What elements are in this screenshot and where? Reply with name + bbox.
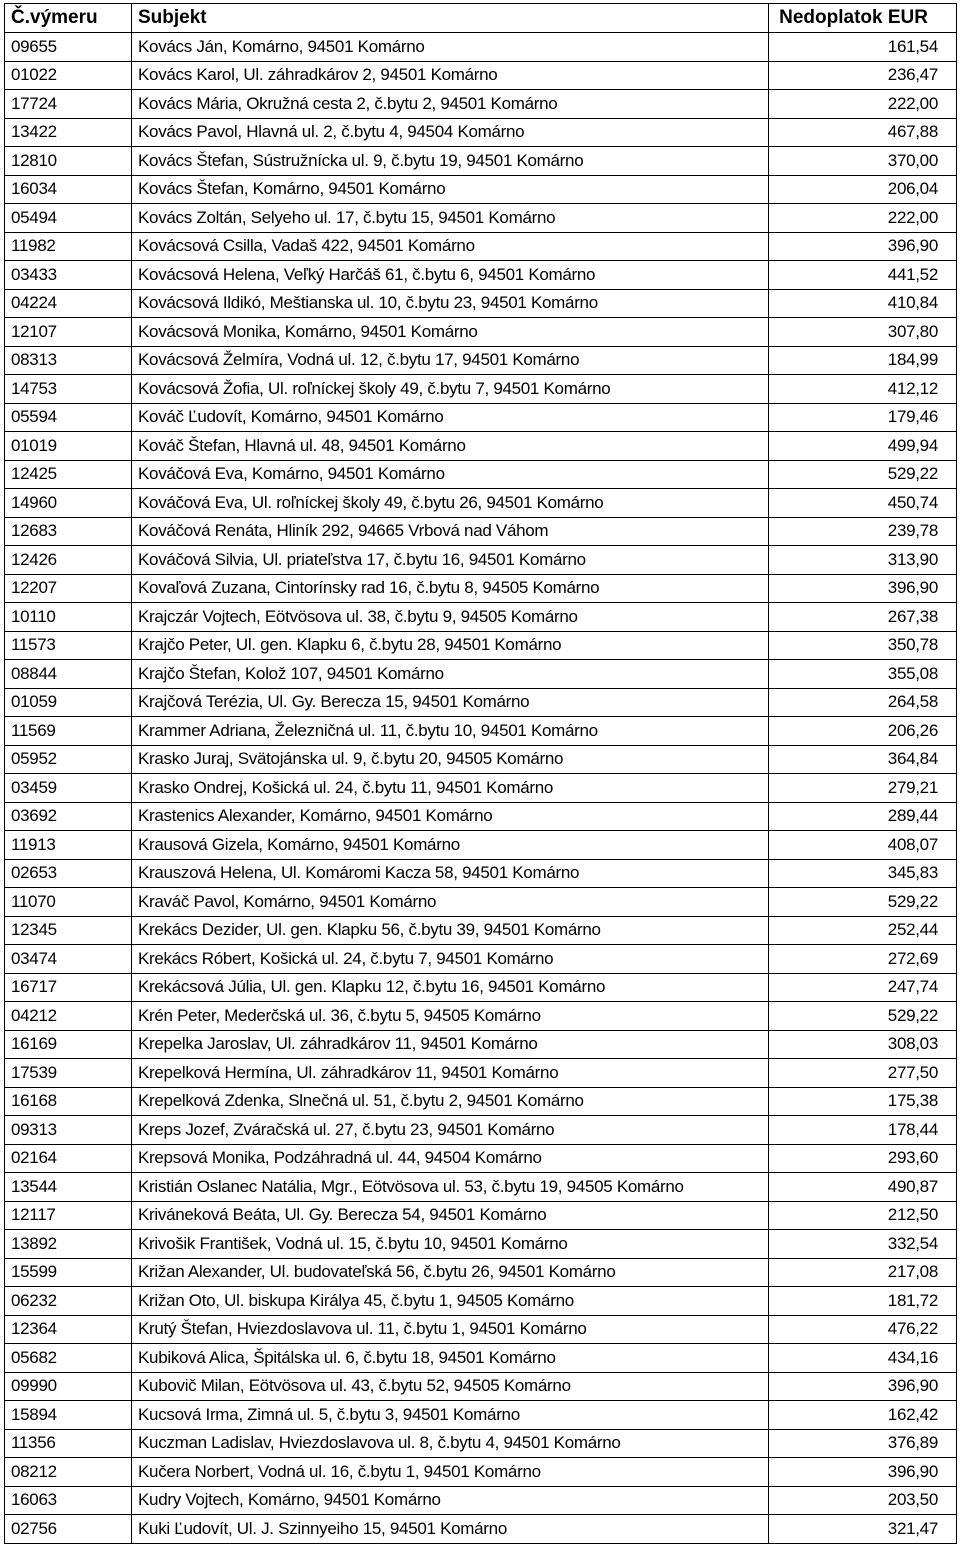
arrears-amount-cell: 289,44 xyxy=(769,802,957,831)
table-row xyxy=(5,1515,957,1544)
subject-cell: Kristián Oslanec Natália, Mgr., Eötvösova ul. 53, č.bytu 19, 94505 Komárno xyxy=(132,1173,769,1202)
subject-cell: Krekács Róbert, Košická ul. 24, č.bytu 7, 94501 Komárno xyxy=(132,945,769,974)
subject-cell: Krauszová Helena, Ul. Komáromi Kacza 58, 94501 Komárno xyxy=(132,859,769,888)
table-row xyxy=(5,1372,957,1401)
arrears-amount-cell: 236,47 xyxy=(769,61,957,90)
subject-cell: Krajczár Vojtech, Eötvösova ul. 38, č.bytu 9, 94505 Komárno xyxy=(132,603,769,632)
table-row xyxy=(5,147,957,176)
table-row xyxy=(5,1087,957,1116)
table-row xyxy=(5,460,957,489)
table-row xyxy=(5,1230,957,1259)
arrears-amount-cell: 321,47 xyxy=(769,1515,957,1544)
arrears-amount-cell: 412,12 xyxy=(769,375,957,404)
assessment-number-cell: 12207 xyxy=(5,574,132,603)
subject-cell: Kováč Ľudovít, Komárno, 94501 Komárno xyxy=(132,403,769,432)
subject-cell: Kriváneková Beáta, Ul. Gy. Berecza 54, 94501 Komárno xyxy=(132,1201,769,1230)
subject-cell: Križan Alexander, Ul. budovateľská 56, č.bytu 26, 94501 Komárno xyxy=(132,1258,769,1287)
arrears-amount-cell: 355,08 xyxy=(769,660,957,689)
arrears-amount-cell: 313,90 xyxy=(769,546,957,575)
arrears-table xyxy=(4,3,957,1544)
arrears-amount-cell: 376,89 xyxy=(769,1429,957,1458)
header-subject: Subjekt xyxy=(132,4,769,33)
table-row xyxy=(5,1458,957,1487)
table-row xyxy=(5,831,957,860)
arrears-amount-cell: 267,38 xyxy=(769,603,957,632)
table-row xyxy=(5,717,957,746)
subject-cell: Kovács Ján, Komárno, 94501 Komárno xyxy=(132,33,769,62)
arrears-amount-cell: 178,44 xyxy=(769,1116,957,1145)
arrears-amount-cell: 332,54 xyxy=(769,1230,957,1259)
table-row xyxy=(5,945,957,974)
assessment-number-cell: 05682 xyxy=(5,1344,132,1373)
assessment-number-cell: 11356 xyxy=(5,1429,132,1458)
subject-cell: Kovács Pavol, Hlavná ul. 2, č.bytu 4, 94504 Komárno xyxy=(132,118,769,147)
arrears-amount-cell: 206,04 xyxy=(769,175,957,204)
subject-cell: Kovaľová Zuzana, Cintorínsky rad 16, č.bytu 8, 94505 Komárno xyxy=(132,574,769,603)
arrears-amount-cell: 175,38 xyxy=(769,1087,957,1116)
assessment-number-cell: 05952 xyxy=(5,745,132,774)
assessment-number-cell: 11982 xyxy=(5,232,132,261)
subject-cell: Kučera Norbert, Vodná ul. 16, č.bytu 1, 94501 Komárno xyxy=(132,1458,769,1487)
assessment-number-cell: 16168 xyxy=(5,1087,132,1116)
subject-cell: Kubovič Milan, Eötvösova ul. 43, č.bytu 52, 94505 Komárno xyxy=(132,1372,769,1401)
assessment-number-cell: 12107 xyxy=(5,318,132,347)
assessment-number-cell: 04224 xyxy=(5,289,132,318)
subject-cell: Kováčová Silvia, Ul. priateľstva 17, č.bytu 16, 94501 Komárno xyxy=(132,546,769,575)
table-row xyxy=(5,375,957,404)
table-row xyxy=(5,1116,957,1145)
table-row xyxy=(5,489,957,518)
table-row xyxy=(5,660,957,689)
assessment-number-cell: 16063 xyxy=(5,1486,132,1515)
subject-cell: Krasko Ondrej, Košická ul. 24, č.bytu 11, 94501 Komárno xyxy=(132,774,769,803)
arrears-sheet xyxy=(4,3,956,1544)
arrears-amount-cell: 364,84 xyxy=(769,745,957,774)
subject-cell: Krepelková Hermína, Ul. záhradkárov 11, 94501 Komárno xyxy=(132,1059,769,1088)
arrears-amount-cell: 206,26 xyxy=(769,717,957,746)
table-row xyxy=(5,1201,957,1230)
assessment-number-cell: 16717 xyxy=(5,973,132,1002)
assessment-number-cell: 02756 xyxy=(5,1515,132,1544)
subject-cell: Kubiková Alica, Špitálska ul. 6, č.bytu 18, 94501 Komárno xyxy=(132,1344,769,1373)
assessment-number-cell: 13544 xyxy=(5,1173,132,1202)
assessment-number-cell: 03474 xyxy=(5,945,132,974)
assessment-number-cell: 12425 xyxy=(5,460,132,489)
table-row xyxy=(5,774,957,803)
table-row xyxy=(5,888,957,917)
assessment-number-cell: 02164 xyxy=(5,1144,132,1173)
header-arrears-eur: Nedoplatok EUR xyxy=(769,4,957,33)
assessment-number-cell: 01059 xyxy=(5,688,132,717)
arrears-amount-cell: 529,22 xyxy=(769,888,957,917)
assessment-number-cell: 11913 xyxy=(5,831,132,860)
table-row xyxy=(5,1315,957,1344)
assessment-number-cell: 15894 xyxy=(5,1401,132,1430)
assessment-number-cell: 14753 xyxy=(5,375,132,404)
subject-cell: Krammer Adriana, Železničná ul. 11, č.bytu 10, 94501 Komárno xyxy=(132,717,769,746)
table-row xyxy=(5,1344,957,1373)
subject-cell: Krepelková Zdenka, Slnečná ul. 51, č.bytu 2, 94501 Komárno xyxy=(132,1087,769,1116)
assessment-number-cell: 11070 xyxy=(5,888,132,917)
table-row xyxy=(5,859,957,888)
subject-cell: Krajčo Peter, Ul. gen. Klapku 6, č.bytu 28, 94501 Komárno xyxy=(132,631,769,660)
assessment-number-cell: 08313 xyxy=(5,346,132,375)
table-row xyxy=(5,546,957,575)
arrears-amount-cell: 396,90 xyxy=(769,1372,957,1401)
subject-cell: Krajčová Terézia, Ul. Gy. Berecza 15, 94501 Komárno xyxy=(132,688,769,717)
subject-cell: Kreps Jozef, Zváračská ul. 27, č.bytu 23, 94501 Komárno xyxy=(132,1116,769,1145)
assessment-number-cell: 05594 xyxy=(5,403,132,432)
arrears-amount-cell: 239,78 xyxy=(769,517,957,546)
table-row xyxy=(5,61,957,90)
assessment-number-cell: 04212 xyxy=(5,1002,132,1031)
table-row xyxy=(5,261,957,290)
assessment-number-cell: 16169 xyxy=(5,1030,132,1059)
table-row xyxy=(5,318,957,347)
arrears-amount-cell: 396,90 xyxy=(769,574,957,603)
table-row xyxy=(5,1258,957,1287)
table-row xyxy=(5,1287,957,1316)
table-row xyxy=(5,631,957,660)
subject-cell: Kraváč Pavol, Komárno, 94501 Komárno xyxy=(132,888,769,917)
subject-cell: Krén Peter, Mederčská ul. 36, č.bytu 5, 94505 Komárno xyxy=(132,1002,769,1031)
arrears-amount-cell: 179,46 xyxy=(769,403,957,432)
subject-cell: Kovács Zoltán, Selyeho ul. 17, č.bytu 15, 94501 Komárno xyxy=(132,204,769,233)
arrears-amount-cell: 307,80 xyxy=(769,318,957,347)
subject-cell: Krepelka Jaroslav, Ul. záhradkárov 11, 94501 Komárno xyxy=(132,1030,769,1059)
table-row xyxy=(5,1144,957,1173)
assessment-number-cell: 08212 xyxy=(5,1458,132,1487)
table-row xyxy=(5,802,957,831)
arrears-amount-cell: 350,78 xyxy=(769,631,957,660)
table-row xyxy=(5,916,957,945)
table-row xyxy=(5,346,957,375)
arrears-amount-cell: 308,03 xyxy=(769,1030,957,1059)
subject-cell: Kováčová Eva, Ul. roľníckej školy 49, č.bytu 26, 94501 Komárno xyxy=(132,489,769,518)
table-row xyxy=(5,574,957,603)
assessment-number-cell: 17539 xyxy=(5,1059,132,1088)
table-row xyxy=(5,688,957,717)
assessment-number-cell: 10110 xyxy=(5,603,132,632)
subject-cell: Kovácsová Žofia, Ul. roľníckej školy 49, č.bytu 7, 94501 Komárno xyxy=(132,375,769,404)
subject-cell: Kovácsová Monika, Komárno, 94501 Komárno xyxy=(132,318,769,347)
assessment-number-cell: 15599 xyxy=(5,1258,132,1287)
arrears-amount-cell: 476,22 xyxy=(769,1315,957,1344)
arrears-amount-cell: 161,54 xyxy=(769,33,957,62)
subject-cell: Kovácsová Želmíra, Vodná ul. 12, č.bytu 17, 94501 Komárno xyxy=(132,346,769,375)
table-row xyxy=(5,403,957,432)
table-row xyxy=(5,289,957,318)
arrears-amount-cell: 252,44 xyxy=(769,916,957,945)
assessment-number-cell: 14960 xyxy=(5,489,132,518)
assessment-number-cell: 03459 xyxy=(5,774,132,803)
arrears-amount-cell: 212,50 xyxy=(769,1201,957,1230)
table-row xyxy=(5,517,957,546)
table-row xyxy=(5,1030,957,1059)
table-row xyxy=(5,33,957,62)
assessment-number-cell: 09655 xyxy=(5,33,132,62)
arrears-amount-cell: 396,90 xyxy=(769,232,957,261)
subject-cell: Kucsová Irma, Zimná ul. 5, č.bytu 3, 94501 Komárno xyxy=(132,1401,769,1430)
table-row xyxy=(5,232,957,261)
arrears-amount-cell: 490,87 xyxy=(769,1173,957,1202)
arrears-amount-cell: 408,07 xyxy=(769,831,957,860)
arrears-amount-cell: 529,22 xyxy=(769,1002,957,1031)
subject-cell: Kovács Mária, Okružná cesta 2, č.bytu 2, 94501 Komárno xyxy=(132,90,769,119)
table-row xyxy=(5,118,957,147)
assessment-number-cell: 03692 xyxy=(5,802,132,831)
table-row xyxy=(5,1002,957,1031)
arrears-amount-cell: 396,90 xyxy=(769,1458,957,1487)
arrears-amount-cell: 181,72 xyxy=(769,1287,957,1316)
table-row xyxy=(5,603,957,632)
assessment-number-cell: 05494 xyxy=(5,204,132,233)
subject-cell: Krekácsová Júlia, Ul. gen. Klapku 12, č.bytu 16, 94501 Komárno xyxy=(132,973,769,1002)
table-header xyxy=(5,4,957,33)
arrears-amount-cell: 499,94 xyxy=(769,432,957,461)
arrears-amount-cell: 345,83 xyxy=(769,859,957,888)
subject-cell: Kovácsová Csilla, Vadaš 422, 94501 Komárno xyxy=(132,232,769,261)
table-row xyxy=(5,175,957,204)
subject-cell: Krivošik František, Vodná ul. 15, č.bytu 10, 94501 Komárno xyxy=(132,1230,769,1259)
subject-cell: Krepsová Monika, Podzáhradná ul. 44, 94504 Komárno xyxy=(132,1144,769,1173)
assessment-number-cell: 09313 xyxy=(5,1116,132,1145)
subject-cell: Kovács Štefan, Sústružnícka ul. 9, č.bytu 19, 94501 Komárno xyxy=(132,147,769,176)
arrears-amount-cell: 272,69 xyxy=(769,945,957,974)
arrears-amount-cell: 467,88 xyxy=(769,118,957,147)
arrears-amount-cell: 162,42 xyxy=(769,1401,957,1430)
arrears-amount-cell: 450,74 xyxy=(769,489,957,518)
table-row xyxy=(5,745,957,774)
assessment-number-cell: 01019 xyxy=(5,432,132,461)
table-row xyxy=(5,432,957,461)
table-body xyxy=(5,33,957,1544)
subject-cell: Kováčová Renáta, Hliník 292, 94665 Vrbová nad Váhom xyxy=(132,517,769,546)
subject-cell: Kovács Karol, Ul. záhradkárov 2, 94501 Komárno xyxy=(132,61,769,90)
subject-cell: Krasko Juraj, Svätojánska ul. 9, č.bytu 20, 94505 Komárno xyxy=(132,745,769,774)
assessment-number-cell: 01022 xyxy=(5,61,132,90)
assessment-number-cell: 11569 xyxy=(5,717,132,746)
subject-cell: Krajčo Štefan, Kolož 107, 94501 Komárno xyxy=(132,660,769,689)
subject-cell: Kovácsová Ildikó, Meštianska ul. 10, č.bytu 23, 94501 Komárno xyxy=(132,289,769,318)
assessment-number-cell: 13892 xyxy=(5,1230,132,1259)
table-row xyxy=(5,1173,957,1202)
assessment-number-cell: 13422 xyxy=(5,118,132,147)
subject-cell: Krutý Štefan, Hviezdoslavova ul. 11, č.bytu 1, 94501 Komárno xyxy=(132,1315,769,1344)
assessment-number-cell: 16034 xyxy=(5,175,132,204)
arrears-amount-cell: 217,08 xyxy=(769,1258,957,1287)
arrears-amount-cell: 529,22 xyxy=(769,460,957,489)
arrears-amount-cell: 293,60 xyxy=(769,1144,957,1173)
assessment-number-cell: 03433 xyxy=(5,261,132,290)
assessment-number-cell: 06232 xyxy=(5,1287,132,1316)
subject-cell: Križan Oto, Ul. biskupa Királya 45, č.bytu 1, 94505 Komárno xyxy=(132,1287,769,1316)
table-row xyxy=(5,204,957,233)
arrears-amount-cell: 184,99 xyxy=(769,346,957,375)
arrears-amount-cell: 434,16 xyxy=(769,1344,957,1373)
arrears-amount-cell: 410,84 xyxy=(769,289,957,318)
table-row xyxy=(5,1059,957,1088)
assessment-number-cell: 12117 xyxy=(5,1201,132,1230)
assessment-number-cell: 12810 xyxy=(5,147,132,176)
arrears-amount-cell: 264,58 xyxy=(769,688,957,717)
subject-cell: Krastenics Alexander, Komárno, 94501 Komárno xyxy=(132,802,769,831)
assessment-number-cell: 11573 xyxy=(5,631,132,660)
arrears-amount-cell: 222,00 xyxy=(769,90,957,119)
subject-cell: Kováč Štefan, Hlavná ul. 48, 94501 Komárno xyxy=(132,432,769,461)
table-row xyxy=(5,90,957,119)
subject-cell: Kuki Ľudovít, Ul. J. Szinnyeiho 15, 94501 Komárno xyxy=(132,1515,769,1544)
assessment-number-cell: 02653 xyxy=(5,859,132,888)
subject-cell: Kováčová Eva, Komárno, 94501 Komárno xyxy=(132,460,769,489)
subject-cell: Krausová Gizela, Komárno, 94501 Komárno xyxy=(132,831,769,860)
subject-cell: Kovács Štefan, Komárno, 94501 Komárno xyxy=(132,175,769,204)
assessment-number-cell: 12364 xyxy=(5,1315,132,1344)
subject-cell: Kudry Vojtech, Komárno, 94501 Komárno xyxy=(132,1486,769,1515)
header-assessment-number: Č.výmeru xyxy=(5,4,132,33)
subject-cell: Krekács Dezider, Ul. gen. Klapku 56, č.bytu 39, 94501 Komárno xyxy=(132,916,769,945)
assessment-number-cell: 12345 xyxy=(5,916,132,945)
assessment-number-cell: 12683 xyxy=(5,517,132,546)
subject-cell: Kuczman Ladislav, Hviezdoslavova ul. 8, č.bytu 4, 94501 Komárno xyxy=(132,1429,769,1458)
assessment-number-cell: 08844 xyxy=(5,660,132,689)
arrears-amount-cell: 279,21 xyxy=(769,774,957,803)
assessment-number-cell: 17724 xyxy=(5,90,132,119)
arrears-amount-cell: 277,50 xyxy=(769,1059,957,1088)
assessment-number-cell: 09990 xyxy=(5,1372,132,1401)
subject-cell: Kovácsová Helena, Veľký Harčáš 61, č.bytu 6, 94501 Komárno xyxy=(132,261,769,290)
arrears-amount-cell: 370,00 xyxy=(769,147,957,176)
table-row xyxy=(5,973,957,1002)
header-row xyxy=(5,4,957,33)
table-row xyxy=(5,1486,957,1515)
arrears-amount-cell: 441,52 xyxy=(769,261,957,290)
arrears-amount-cell: 222,00 xyxy=(769,204,957,233)
table-row xyxy=(5,1401,957,1430)
table-row xyxy=(5,1429,957,1458)
arrears-amount-cell: 247,74 xyxy=(769,973,957,1002)
arrears-amount-cell: 203,50 xyxy=(769,1486,957,1515)
assessment-number-cell: 12426 xyxy=(5,546,132,575)
